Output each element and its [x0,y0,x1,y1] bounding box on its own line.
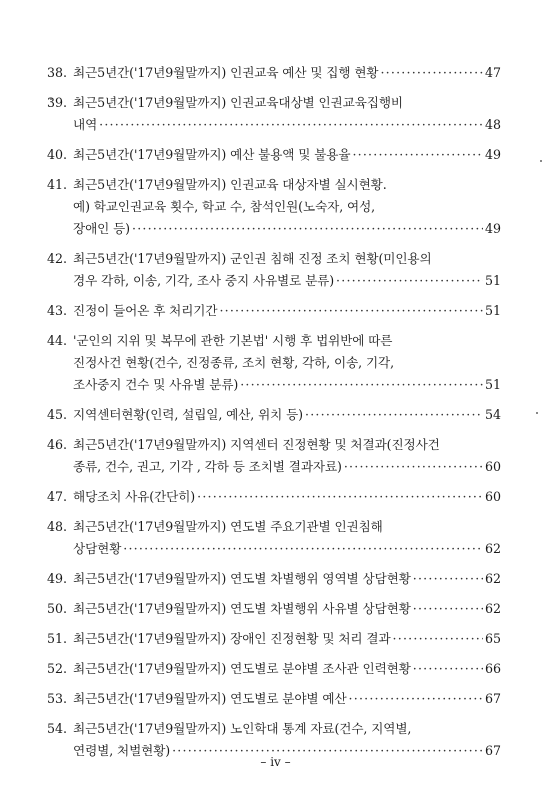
dot-leader [413,658,483,680]
dot-leader [344,456,483,478]
dot-leader [380,62,483,84]
toc-entry-number: 49. [47,571,68,586]
toc-entry[interactable] [47,434,501,478]
toc-entry-title: 최근5년간('17년9월말까지) 연도별로 분야별 조사관 인력현황 [73,661,411,676]
dot-leader [219,300,483,322]
toc-entry-page: 51 [484,303,501,318]
toc-entry-title: 지역센터현황(인력, 설립일, 예산, 위치 등) [73,407,303,422]
toc-entry-page: 48 [484,117,501,132]
toc-entry-title: 최근5년간('17년9월말까지) 인권교육 대상자별 실시현황. [73,177,387,192]
toc-entry-title: 상담현황 [73,541,122,556]
toc-entry-title: 해당조치 사유(간단히) [73,489,196,504]
toc-entry[interactable] [47,330,501,396]
dot-leader [197,486,483,508]
toc-entry-number: 54. [47,721,68,736]
toc-entry-title: 최근5년간('17년9월말까지) 연도별로 분야별 예산 [73,691,347,706]
toc-entry-title: 최근5년간('17년9월말까지) 장애인 진정현황 및 처리 결과 [73,631,391,646]
dot-leader [352,144,483,166]
toc-entry-title: 내역 [73,117,98,132]
toc-entry[interactable] [47,92,501,136]
scan-speck [540,160,542,162]
toc-entry-page: 54 [484,407,501,422]
toc-entry-page: 67 [484,691,501,706]
toc-entry-title: 최근5년간('17년9월말까지) 인권교육대상별 인권교육집행비 [73,95,403,110]
toc-entry-number: 50. [47,601,68,616]
toc-entry-title: 최근5년간('17년9월말까지) 노인학대 통계 자료(건수, 지역별, [73,721,412,736]
toc-entry[interactable] [47,174,501,240]
toc-entry-number: 42. [47,251,68,266]
toc-entry-number: 39. [47,95,68,110]
toc-entry-number: 43. [47,303,68,318]
toc-entry-title: 장애인 등) [73,221,130,236]
toc-entry[interactable] [47,300,501,322]
toc-entry-number: 38. [47,65,68,80]
toc-entry[interactable] [47,516,501,560]
toc-entry-page: 62 [484,541,501,556]
toc-entry[interactable] [47,144,501,166]
toc-entry-page: 65 [484,631,501,646]
toc-entry-page: 47 [484,65,501,80]
toc-entry-page: 60 [484,459,501,474]
toc-entry[interactable] [47,486,501,508]
toc-entry[interactable] [47,688,501,710]
table-of-contents [47,62,501,770]
toc-entry-title: 최근5년간('17년9월말까지) 지역센터 진정현황 및 처결과(진정사건 [73,437,440,452]
page-number: – iv – [260,755,291,769]
toc-entry-number: 44. [47,333,68,348]
toc-entry-number: 51. [47,631,68,646]
dot-leader [349,688,483,710]
dot-leader [336,270,483,292]
toc-entry-number: 45. [47,407,68,422]
toc-entry[interactable] [47,568,501,590]
toc-entry-page: 49 [484,147,501,162]
toc-entry-page: 60 [484,489,501,504]
toc-entry-number: 48. [47,519,68,534]
dot-leader [240,374,483,396]
toc-entry-number: 52. [47,661,68,676]
toc-entry-title: 진정사건 현황(건수, 진정종류, 조치 현황, 각하, 이송, 기각, [73,355,394,370]
toc-entry-title: 진정이 들어온 후 처리기간 [73,303,218,318]
dot-leader [305,404,483,426]
dot-leader [132,218,483,240]
dot-leader [413,598,483,620]
toc-entry-title: 최근5년간('17년9월말까지) 예산 불용액 및 불용율 [73,147,351,162]
toc-entry[interactable] [47,62,501,84]
toc-entry-page: 49 [484,221,501,236]
toc-entry[interactable] [47,248,501,292]
toc-entry-page: 51 [484,377,501,392]
toc-entry-title: 연령별, 처벌현황) [73,743,171,758]
scan-speck [536,412,538,414]
toc-entry-number: 47. [47,489,68,504]
toc-entry-title: 최근5년간('17년9월말까지) 연도별 차별행위 영역별 상담현황 [73,571,411,586]
toc-entry-page: 66 [484,661,501,676]
toc-entry-title: 종류, 건수, 권고, 기각 , 각하 등 조치별 결과자료) [73,459,342,474]
toc-entry-page: 62 [484,601,501,616]
toc-entry-page: 51 [484,273,501,288]
toc-entry-title: 최근5년간('17년9월말까지) 군인권 침해 진정 조치 현황(미인용의 [73,251,432,266]
toc-entry[interactable] [47,404,501,426]
toc-entry-number: 40. [47,147,68,162]
toc-entry-title: 최근5년간('17년9월말까지) 연도별 차별행위 사유별 상담현황 [73,601,411,616]
toc-entry[interactable] [47,598,501,620]
dot-leader [99,114,483,136]
toc-entry-number: 41. [47,177,68,192]
toc-entry-title: 경우 각하, 이송, 기각, 조사 중지 사유별로 분류) [73,273,335,288]
toc-entry[interactable] [47,658,501,680]
toc-entry-page: 62 [484,571,501,586]
toc-entry-title: 조사중지 건수 및 사유별 분류) [73,377,239,392]
toc-entry-title: '군인의 지위 및 복무에 관한 기본법' 시행 후 법위반에 따른 [73,333,393,348]
toc-entry-number: 53. [47,691,68,706]
toc-entry[interactable] [47,628,501,650]
dot-leader [123,538,483,560]
toc-entry-number: 46. [47,437,68,452]
dot-leader [393,628,483,650]
toc-entry-title: 예) 학교인권교육 횟수, 학교 수, 참석인원(노숙자, 여성, [73,199,376,214]
dot-leader [413,568,483,590]
toc-entry-title: 최근5년간('17년9월말까지) 인권교육 예산 및 집행 현황 [73,65,379,80]
toc-entry-page: 67 [484,743,501,758]
toc-entry-title: 최근5년간('17년9월말까지) 연도별 주요기관별 인권침해 [73,519,383,534]
